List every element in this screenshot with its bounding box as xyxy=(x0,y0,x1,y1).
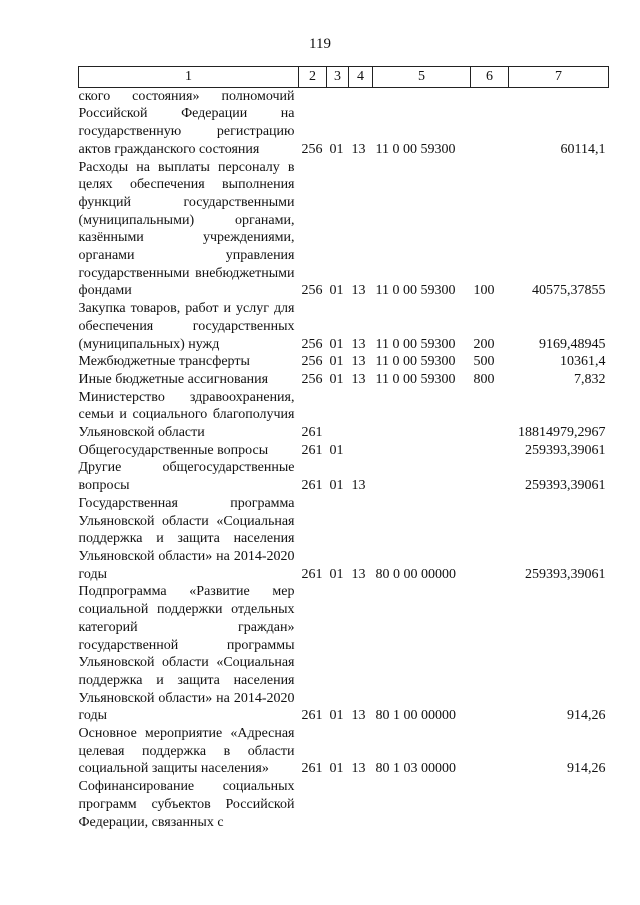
row-name: Закупка товаров, работ и услуг для обеспечения государственных (муниципальных) нужд xyxy=(78,301,295,352)
row-subsection: 13 xyxy=(351,478,366,494)
row-section: 01 xyxy=(329,708,344,724)
row-target-article xyxy=(373,442,471,460)
row-amount: 9169,48945 xyxy=(539,336,606,352)
row-amount: 7,832 xyxy=(574,371,606,387)
row-admin-code: 261 xyxy=(301,478,323,494)
row-amount: 40575,37855 xyxy=(532,283,606,299)
row-amount: 259393,39061 xyxy=(525,478,606,494)
row-name: ского состояния» полномочий Российской Федерации на государственную регистрацию актов гражданского состояния xyxy=(78,88,295,157)
table-row xyxy=(79,389,609,442)
row-section xyxy=(327,389,349,442)
row-section: 01 xyxy=(329,478,344,494)
header-row xyxy=(79,67,609,88)
row-admin-code: 261 xyxy=(301,761,323,777)
row-section: 01 xyxy=(329,371,344,387)
row-admin-code: 256 xyxy=(301,141,323,157)
row-expense-type: 200 xyxy=(473,336,495,352)
row-expense-type xyxy=(471,389,509,442)
row-subsection: 13 xyxy=(351,566,366,582)
row-target-article xyxy=(373,389,471,442)
row-admin-code: 261 xyxy=(301,442,323,458)
row-name: Подпрограмма «Развитие мер социальной поддержки отдельных категорий граждан» государственной программы Ульяновской области «Социальная поддержка и защита населения Ульяновской области» на 2014-2020 годы xyxy=(78,584,295,724)
row-section: 01 xyxy=(329,283,344,299)
column-header-6: 6 xyxy=(471,67,509,88)
row-amount: 914,26 xyxy=(567,761,606,777)
table-body xyxy=(79,87,609,831)
row-subsection: 13 xyxy=(351,141,366,157)
row-target-article: 80 1 03 00000 xyxy=(375,761,456,777)
row-expense-type: 100 xyxy=(473,283,495,299)
row-section: 01 xyxy=(329,566,344,582)
page-number: 119 xyxy=(309,36,331,52)
row-name: Общегосударственные вопросы xyxy=(78,442,269,458)
row-expense-type xyxy=(471,725,509,778)
row-admin-code: 256 xyxy=(301,354,323,370)
row-expense-type: 500 xyxy=(473,354,495,370)
row-expense-type xyxy=(471,583,509,725)
row-target-article: 11 0 00 59300 xyxy=(375,283,456,299)
row-expense-type xyxy=(471,442,509,460)
row-target-article: 80 1 00 00000 xyxy=(375,708,456,724)
row-expense-type xyxy=(471,459,509,494)
column-header-4: 4 xyxy=(349,67,373,88)
row-expense-type xyxy=(471,495,509,584)
column-header-2: 2 xyxy=(299,67,327,88)
row-admin-code: 261 xyxy=(301,425,323,441)
row-section: 01 xyxy=(329,336,344,352)
row-target-article: 11 0 00 59300 xyxy=(375,141,456,157)
row-name: Другие общегосударственные вопросы xyxy=(78,460,295,494)
table-row xyxy=(79,725,609,778)
row-name: Иные бюджетные ассигнования xyxy=(78,371,269,387)
row-section: 01 xyxy=(329,761,344,777)
row-subsection: 13 xyxy=(351,371,366,387)
row-name: Министерство здравоохранения, семьи и социального благополучия Ульяновской области xyxy=(78,389,295,441)
row-admin-code: 256 xyxy=(301,336,323,352)
row-subsection xyxy=(349,442,373,460)
table-row xyxy=(79,300,609,353)
row-amount: 259393,39061 xyxy=(525,566,606,582)
column-header-1: 1 xyxy=(79,67,299,88)
row-target-article: 80 0 00 00000 xyxy=(375,566,456,582)
row-expense-type xyxy=(471,87,509,158)
table-row xyxy=(79,159,609,301)
row-section xyxy=(327,778,349,831)
row-expense-type xyxy=(471,778,509,831)
row-section: 01 xyxy=(329,354,344,370)
row-subsection: 13 xyxy=(351,708,366,724)
column-header-5: 5 xyxy=(373,67,471,88)
row-amount: 914,26 xyxy=(567,708,606,724)
row-admin-code: 256 xyxy=(301,371,323,387)
table-row xyxy=(79,353,609,371)
table-row xyxy=(79,371,609,389)
row-subsection xyxy=(349,389,373,442)
row-admin-code xyxy=(299,778,327,831)
row-section: 01 xyxy=(329,442,344,458)
row-name: Межбюджетные трансферты xyxy=(78,354,250,370)
row-amount: 60114,1 xyxy=(560,141,606,157)
table-row xyxy=(79,87,609,158)
table-row xyxy=(79,583,609,725)
table-header xyxy=(79,67,609,88)
row-admin-code: 256 xyxy=(301,283,323,299)
row-target-article xyxy=(373,459,471,494)
row-name: Основное мероприятие «Адресная целевая поддержка в области социальной защиты населения» xyxy=(78,726,295,777)
table-row xyxy=(79,459,609,494)
table-row xyxy=(79,778,609,831)
row-name: Государственная программа Ульяновской области «Социальная поддержка и защита населения Ульяновской области» на 2014-2020 годы xyxy=(78,495,295,582)
row-target-article: 11 0 00 59300 xyxy=(375,354,456,370)
row-amount: 18814979,2967 xyxy=(518,425,606,441)
row-subsection: 13 xyxy=(351,761,366,777)
table-row xyxy=(79,442,609,460)
row-admin-code: 261 xyxy=(301,566,323,582)
row-amount xyxy=(509,778,609,831)
row-expense-type: 800 xyxy=(473,371,495,387)
row-subsection: 13 xyxy=(351,336,366,352)
table-row xyxy=(79,495,609,584)
column-header-3: 3 xyxy=(327,67,349,88)
row-name: Софинансирование социальных программ субъектов Российской Федерации, связанных с xyxy=(78,779,295,830)
row-target-article: 11 0 00 59300 xyxy=(375,371,456,387)
row-amount: 10361,4 xyxy=(560,354,606,370)
row-name: Расходы на выплаты персоналу в целях обеспечения выполнения функций государственными (муниципальными) органами, казёнными учреждениями, органами управления государственными внебюджетными фондами xyxy=(78,159,295,299)
budget-table xyxy=(78,66,609,831)
row-subsection: 13 xyxy=(351,283,366,299)
row-subsection xyxy=(349,778,373,831)
row-section: 01 xyxy=(329,141,344,157)
row-amount: 259393,39061 xyxy=(525,442,606,458)
row-admin-code: 261 xyxy=(301,708,323,724)
row-target-article xyxy=(373,778,471,831)
row-target-article: 11 0 00 59300 xyxy=(375,336,456,352)
column-header-7: 7 xyxy=(509,67,609,88)
row-subsection: 13 xyxy=(351,354,366,370)
